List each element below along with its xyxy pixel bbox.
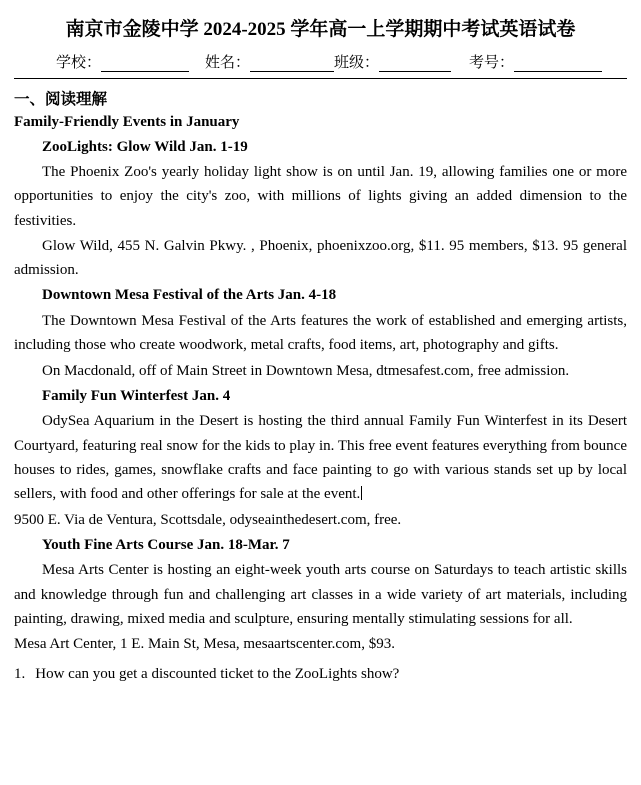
question-number: 1. — [14, 665, 26, 682]
student-info-line — [14, 51, 627, 72]
field-class-label: 班级： — [334, 55, 380, 71]
event-paragraph: The Phoenix Zoo's yearly holiday light show is on until Jan. 19, allowing families one or more opportunities to enjoy the city's zoo, with millions of lights giving an added dimension to the festivities. — [14, 164, 627, 229]
event-details: Glow Wild, 455 N. Galvin Pkwy. , Phoenix, phoenixzoo.org, $11. 95 members, $13. 95 general admission. — [14, 237, 627, 279]
field-class-input[interactable] — [379, 57, 451, 72]
question-text: How can you get a discounted ticket to the ZooLights show? — [35, 665, 400, 682]
event-details: On Macdonald, off of Main Street in Downtown Mesa, dtmesafest.com, free admission. — [42, 362, 570, 379]
event-details: Mesa Art Center, 1 E. Main St, Mesa, mesaartscenter.com, $93. — [14, 636, 395, 653]
event-title-youth-fine-arts-course: Youth Fine Arts Course Jan. 18-Mar. 7 — [42, 536, 290, 553]
passage-title: Family-Friendly Events in January — [14, 114, 240, 130]
event-title-family-fun-winterfest: Family Fun Winterfest Jan. 4 — [42, 387, 231, 404]
event-details: 9500 E. Via de Ventura, Scottsdale, odyseainthedesert.com, free. — [14, 511, 402, 528]
question-item — [14, 663, 627, 686]
field-exam-number-input[interactable] — [514, 57, 602, 72]
field-exam-number-label: 考号： — [469, 55, 515, 71]
event-paragraph — [14, 409, 627, 506]
field-school-label: 学校： — [56, 55, 102, 71]
event-paragraph: The Downtown Mesa Festival of the Arts features the work of established and emerging artists, including those who create woodwork, metal crafts, food items, art, photography and gifts. — [14, 312, 627, 354]
field-exam-number — [469, 51, 602, 72]
field-name-input[interactable] — [250, 57, 334, 72]
field-name-label: 姓名： — [205, 55, 251, 71]
field-school — [56, 51, 189, 72]
page-title: 南京市金陵中学 2024-2025 学年高一上学期期中考试英语试卷 — [65, 19, 576, 40]
event-title-downtown-mesa-festival: Downtown Mesa Festival of the Arts Jan. 4-18 — [42, 287, 337, 304]
field-class — [334, 51, 451, 72]
section-heading-reading: 一、阅读理解 — [14, 91, 108, 108]
field-school-input[interactable] — [101, 57, 189, 72]
field-name — [205, 51, 334, 72]
event-title-zoolights: ZooLights: Glow Wild Jan. 1-19 — [42, 138, 248, 155]
text-cursor — [361, 486, 362, 500]
header-divider — [14, 78, 627, 79]
event-paragraph-text: OdySea Aquarium in the Desert is hosting the third annual Family Fun Winterfest in its Desert Courtyard, featuring real snow for the kids to play in. This free event features everything from bounce houses to rides, games, snowflake crafts and face painting to go with various stands set up by local sellers, with food and other offerings for sale at the event. — [14, 413, 627, 503]
event-paragraph: Mesa Arts Center is hosting an eight-week youth arts course on Saturdays to teach artistic skills and knowledge through fun and challenging art classes in a wide variety of art materials, including painting, drawing, mixed media and sculpture, ensuring mentally stimulating sessions for all. — [14, 562, 627, 627]
